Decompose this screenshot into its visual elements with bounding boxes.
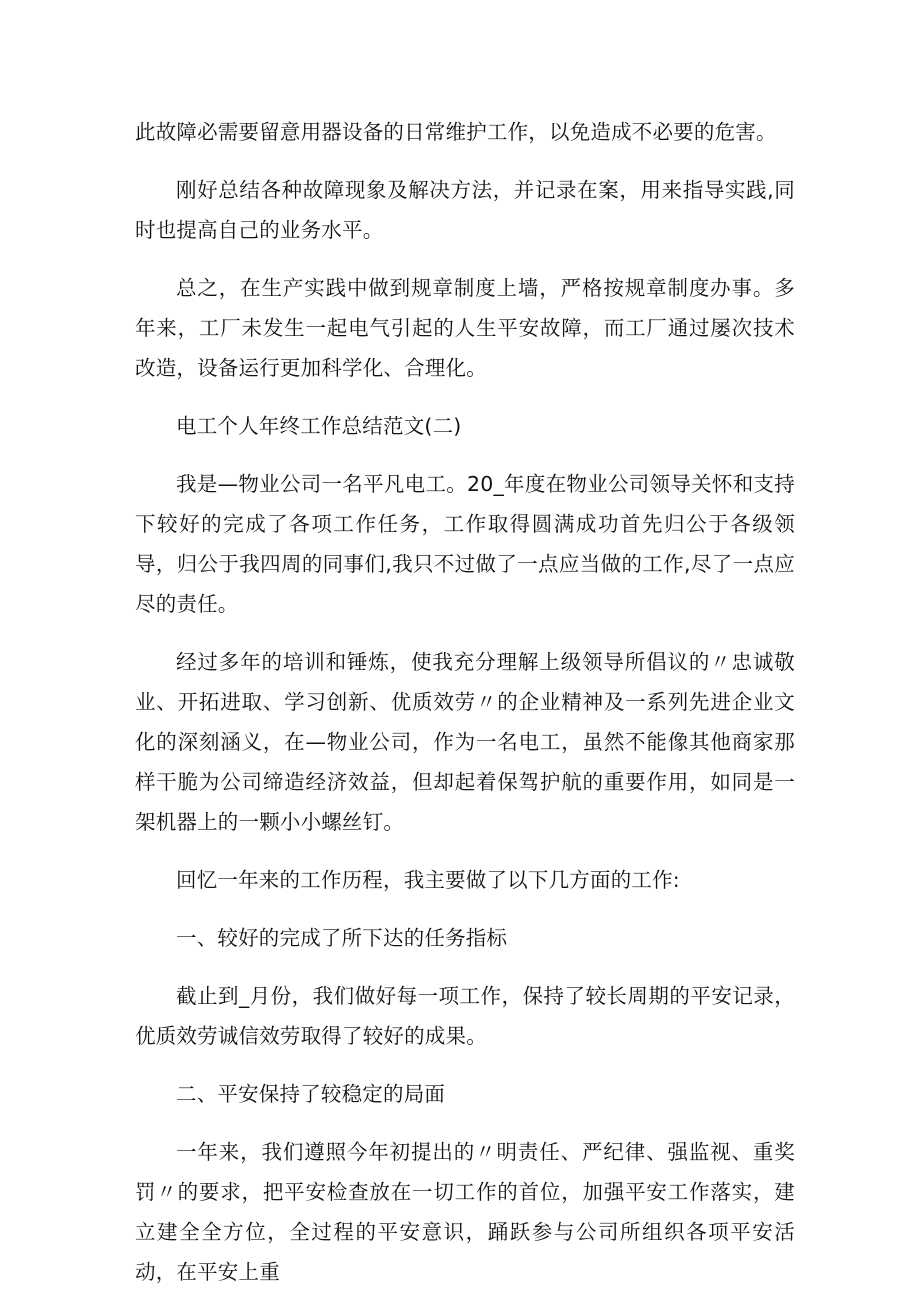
document-body [135, 112, 795, 1310]
subheading-1: 一、较好的完成了所下达的任务指标 [176, 926, 508, 950]
paragraph-11: 一年来，我们遵照今年初提出的〃明责任、严纪律、强监视、重奖罚〃的要求，把平安检查放在一切工作的首位，加强平安工作落实，建立建全全方位，全过程的平安意识，踊跃参与公司所组织各项平安活动，在平安上重 [135, 1140, 795, 1284]
paragraph-5: 我是—物业公司一名平凡电工。20_年度在物业公司领导关怀和支持下较好的完成了各项工作任务，工作取得圆满成功首先归公于各级领导，归公于我四周的同事们,我只不过做了一点应当做的工作,尽了一点应尽的责任。 [135, 472, 795, 616]
paragraph-2: 刚好总结各种故障现象及解决方法，并记录在案，用来指导实践,同时也提高自己的业务水平。 [135, 178, 795, 242]
section-heading: 电工个人年终工作总结范文(二) [176, 414, 462, 438]
paragraph-6: 经过多年的培训和锤炼，使我充分理解上级领导所倡议的〃忠诚敬业、开拓进取、学习创新、优质效劳〃的企业精神及一系列先进企业文化的深刻涵义，在—物业公司，作为一名电工，虽然不能像其他商家那样干脆为公司缔造经济效益，但却起着保驾护航的重要作用，如同是一架机器上的一颗小小螺丝钉。 [135, 650, 795, 834]
paragraph-3: 总之，在生产实践中做到规章制度上墙，严格按规章制度办事。多年来，工厂未发生一起电气引起的人生平安故障，而工厂通过屡次技术改造，设备运行更加科学化、合理化。 [135, 276, 795, 380]
paragraph-7: 回忆一年来的工作历程，我主要做了以下几方面的工作: [176, 868, 680, 892]
subheading-2: 二、平安保持了较稳定的局面 [176, 1082, 446, 1106]
paragraph-9: 截止到_月份，我们做好每一项工作，保持了较长周期的平安记录，优质效劳诚信效劳取得了较好的成果。 [135, 984, 795, 1048]
paragraph-1: 此故障必需要留意用器设备的日常维护工作，以免造成不必要的危害。 [135, 120, 777, 144]
